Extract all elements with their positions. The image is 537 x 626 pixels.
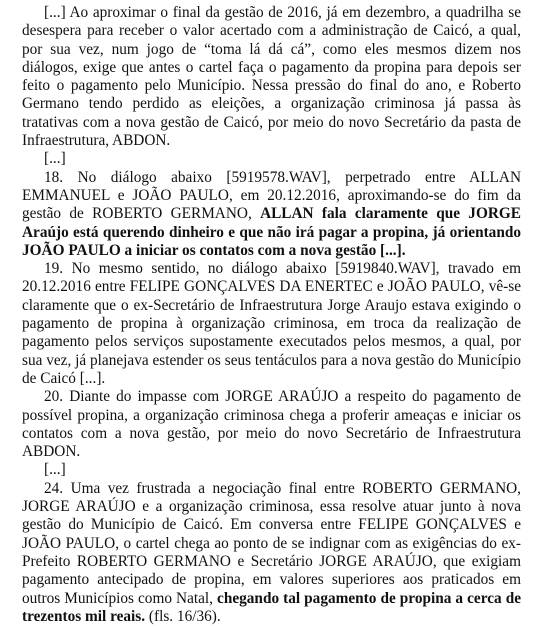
ellipsis-2: [...] bbox=[44, 461, 66, 479]
paragraph-20: 20. Diante do impasse com JORGE ARAÚJO a respeito do pagamento de possível propina, a organização criminosa chega a proferir ameaças e iniciar os contatos com a nova gestão, por meio do novo Secretário de Infraestrutura ABDON. bbox=[22, 388, 521, 461]
paragraph-24 bbox=[22, 480, 521, 626]
ellipsis-1: [...] bbox=[44, 150, 66, 168]
paragraph-intro: [...] Ao aproximar o final da gestão de 2016, já em dezembro, a quadrilha se desespera para receber o valor acertado com a administração de Caicó, a qual, por sua vez, num jogo de “toma lá dá cá”, como eles mesmos dizem nos diálogos, exige que antes o cartel faça o pagamento da propina para depois ser feito o pagamento pelo Município. Nessa pressão do final do ano, e Roberto Germano tendo perdido as eleições, a organização criminosa já passa às tratativas com a nova gestão de Caicó, por meio do novo Secretário da pasta de Infraestrutura, ABDON. bbox=[22, 4, 521, 150]
paragraph-19: 19. No mesmo sentido, no diálogo abaixo [5919840.WAV], travado em 20.12.2016 entre FELIPE GONÇALVES DA ENERTEC e JOÃO PAULO, vê-se claramente que o ex-Secretário de Infraestrutura Jorge Araujo estava exigindo o pagamento de propina à organização criminosa, em troca da realização de pagamento pelos serviços supostamente executados pelos mesmos, a qual, por sua vez, já planejava estender os seus tentáculos para a nova gestão do Município de Caicó [...]. bbox=[22, 260, 521, 387]
paragraph-18 bbox=[22, 169, 521, 260]
paragraph-24-citation: (fls. 16/36). bbox=[145, 607, 221, 625]
paragraph-18-bold: ALLAN fala claramente que JORGE Araújo está querendo dinheiro e que não irá pagar a propina, já orientando JOÃO PAULO a iniciar os contatos com a nova gestão [...]. bbox=[22, 205, 521, 259]
paragraph-24-text: 24. Uma vez frustrada a negociação final entre ROBERTO GERMANO, JORGE ARAÚJO e a organização criminosa, essa resolve atuar junto à nova gestão do Município de Caicó. Em conversa entre FELIPE GONÇALVES e JOÃO PAULO, o cartel chega ao ponto de se indignar com as exigências do ex-Prefeito ROBERTO GERMANO e Secretário JORGE ARAÚJO, que exigiam pagamento antecipado de propina, em valores superiores aos praticados em outros Municípios como Natal, bbox=[22, 479, 521, 607]
paragraph-18-text: 18. No diálogo abaixo [5919578.WAV], perpetrado entre ALLAN EMMANUEL e JOÃO PAULO, em 20.12.2016, aproximando-se do fim da gestão de ROBERTO GERMANO, bbox=[22, 168, 521, 223]
paragraph-24-bold: chegando tal pagamento de propina a cerca de trezentos mil reais. bbox=[22, 589, 521, 625]
